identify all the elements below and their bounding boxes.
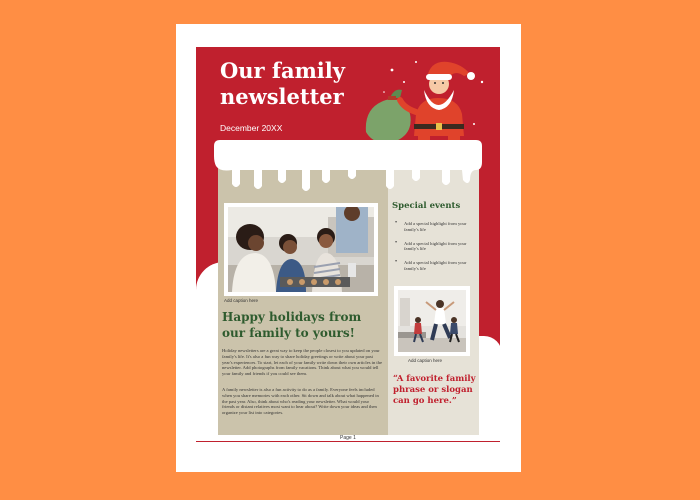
title-line-1: Our family <box>220 58 345 83</box>
snow-drip-decoration-icon <box>214 140 482 195</box>
newsletter-date: December 20XX <box>220 123 283 133</box>
title-line-2: newsletter <box>220 84 344 109</box>
family-photo-frame <box>224 203 378 296</box>
dancing-photo-frame <box>394 286 470 356</box>
family-cooking-photo-icon <box>228 207 374 292</box>
page-number: Page 1 <box>340 435 356 441</box>
family-quote: “A favorite family phrase or slogan can go here.” <box>393 374 476 406</box>
body-paragraph-1: Holiday newsletters are a great way to keep the people closest to you updated on your family's life. It's also a fun way to share holiday greetings or write about your past year's experiences. To start, let each of your family write down their own articles in the newsletter. Add photographs from family vacations. Think about what you would tell your family and friends if you could see them. <box>222 348 382 377</box>
special-event-item: • Add a special highlight from your family's life <box>395 221 477 233</box>
footer-divider <box>196 441 500 442</box>
family-dancing-photo-icon <box>398 290 466 352</box>
special-event-item: • Add a special highlight from your family's life <box>395 260 477 272</box>
photo-caption-2: Add caption here <box>408 358 443 363</box>
special-events-title: Special events <box>392 201 461 211</box>
santa-illustration-icon <box>364 52 494 152</box>
body-paragraph-2: A family newsletter is also a fun activity to do as a family. Everyone feels included when you share memories with each other. Sit down and talk about what happened in the past year. Also, think about who's reading your newsletter. What would your friends or distant relatives most want to hear about? Write down your ideas and then organize your list into categories. <box>222 387 379 416</box>
photo-caption: Add caption here <box>224 298 259 303</box>
special-events-list <box>395 221 477 280</box>
white-decor-right <box>478 336 502 406</box>
main-headline: Happy holidays from our family to yours! <box>222 310 362 340</box>
special-event-item: • Add a special highlight from your family's life <box>395 241 477 253</box>
newsletter-title <box>220 58 380 110</box>
